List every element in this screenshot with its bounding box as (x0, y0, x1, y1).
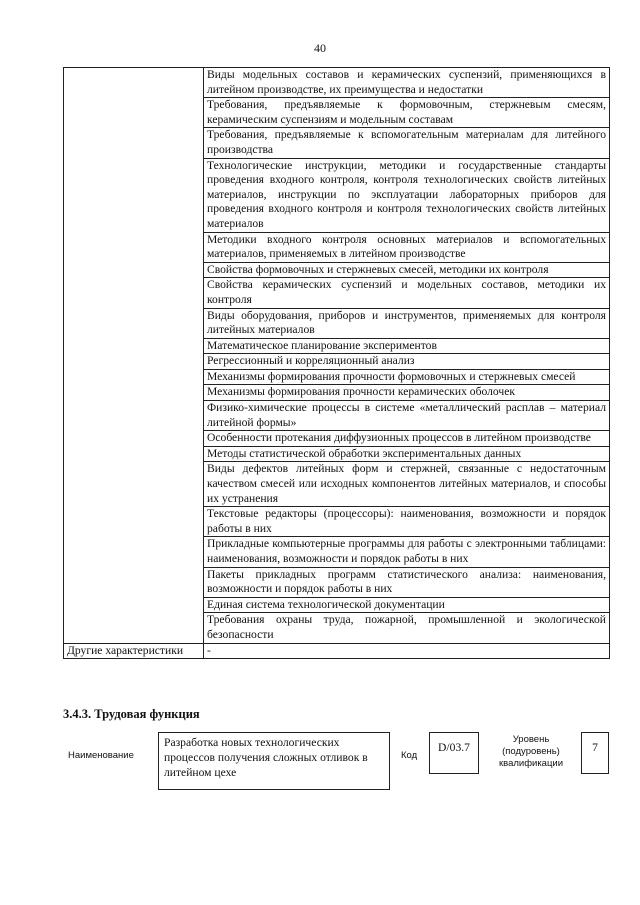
labor-function-name: Разработка новых технологических процессов получения сложных отливок в литейном цехе (158, 732, 390, 790)
level-label-line1: Уровень (512, 734, 550, 745)
qualification-level-value: 7 (581, 732, 609, 774)
other-characteristics-label: Другие характеристики (64, 643, 204, 659)
requirement-cell: Особенности протекания диффузионных процессов в литейном производстве (204, 431, 610, 447)
requirement-cell: Методики входного контроля основных материалов и вспомогательных материалов, применяемых в литейном производстве (204, 232, 610, 262)
qualification-level-label (491, 734, 571, 770)
requirement-cell: Требования, предъявляемые к вспомогательным материалам для литейного производства (204, 128, 610, 158)
requirement-cell: Свойства керамических суспензий и модельных составов, методики их контроля (204, 278, 610, 308)
requirement-cell: Виды модельных составов и керамических суспензий, применяющихся в литейном производстве, их преимущества и недостатки (204, 68, 610, 98)
other-characteristics-value: - (204, 643, 610, 659)
requirement-cell: Регрессионный и корреляционный анализ (204, 354, 610, 370)
page-number: 40 (314, 41, 326, 55)
requirement-cell: Прикладные компьютерные программы для работы с электронными таблицами: наименования, возможности и порядок работы в них (204, 537, 610, 567)
requirement-cell: Виды оборудования, приборов и инструментов, применяемых для контроля литейных материалов (204, 308, 610, 338)
requirement-cell: Математическое планирование экспериментов (204, 338, 610, 354)
name-label: Наименование (68, 750, 134, 761)
level-label-line3: квалификации (498, 758, 564, 769)
section-title: 3.4.3. Трудовая функция (63, 707, 200, 721)
row-label-cell (64, 68, 204, 644)
labor-function-row (63, 732, 609, 792)
knowledge-table-body (64, 68, 610, 659)
knowledge-table (63, 67, 610, 659)
requirement-cell: Виды дефектов литейных форм и стержней, связанные с недостаточным качеством смесей или исходных компонентов литейных материалов, и способы их устранения (204, 462, 610, 507)
requirement-cell: Методы статистической обработки экспериментальных данных (204, 446, 610, 462)
requirement-cell: Единая система технологической документации (204, 597, 610, 613)
requirement-cell: Требования охраны труда, пожарной, промышленной и экологической безопасности (204, 613, 610, 643)
level-label-line2: (подуровень) (502, 746, 560, 757)
table-row-other (64, 643, 610, 659)
table-row (64, 68, 610, 98)
requirement-cell: Свойства формовочных и стержневых смесей, методики их контроля (204, 262, 610, 278)
requirement-cell: Технологические инструкции, методики и государственные стандарты проведения входного контроля, контроля технологических свойств литейных материалов, инструкции по эксплуатации лабораторных приборов для проведения входного контроля и контроля технологических свойств литейных материалов (204, 158, 610, 232)
requirement-cell: Механизмы формирования прочности керамических оболочек (204, 385, 610, 401)
requirement-cell: Текстовые редакторы (процессоры): наименования, возможности и порядок работы в них (204, 507, 610, 537)
requirement-cell: Требования, предъявляемые к формовочным, стержневым смесям, керамическим суспензиям и модельным составам (204, 98, 610, 128)
requirement-cell: Механизмы формирования прочности формовочных и стержневых смесей (204, 369, 610, 385)
requirement-cell: Пакеты прикладных программ статистического анализа: наименования, возможности и порядок работы в них (204, 567, 610, 597)
code-label: Код (401, 750, 418, 761)
requirement-cell: Физико-химические процессы в системе «металлический расплав – материал литейной формы» (204, 401, 610, 431)
labor-function-code: D/03.7 (429, 732, 479, 774)
